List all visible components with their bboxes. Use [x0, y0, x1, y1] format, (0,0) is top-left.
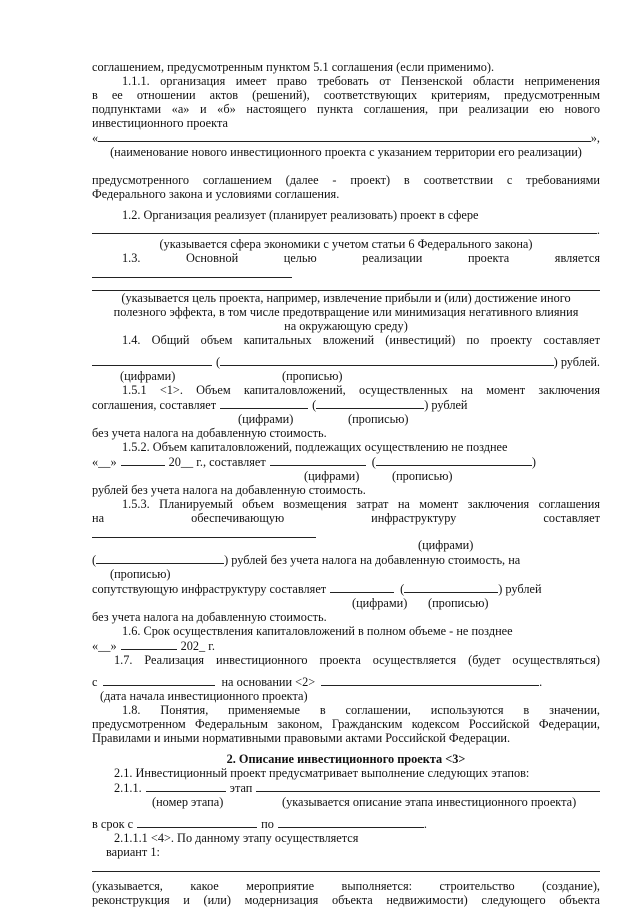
field-caption-row: (цифрами) — [418, 538, 474, 552]
document-page — [92, 60, 600, 907]
blank-line — [92, 859, 600, 872]
text-line: на обеспечивающую инфраструктуру составляет — [92, 511, 600, 525]
project-name-field: « », — [92, 131, 600, 145]
related-infrastructure-field: сопутствующую инфраструктуру составляет ( ) рублей — [92, 582, 542, 596]
section-1-2: 1.2. Организация реализует (планирует реализовать) проект в сфере — [122, 208, 479, 222]
blank-line — [376, 454, 532, 466]
total-investment-field: ( ) рублей. — [92, 354, 600, 369]
text-line: без учета налога на добавленную стоимость. — [92, 610, 327, 624]
blank-line — [146, 780, 226, 792]
section-1-6: 1.6. Срок осуществления капиталовложений в полном объеме - не позднее — [122, 624, 513, 638]
text-line: без учета налога на добавленную стоимость. — [92, 426, 327, 440]
field-caption: полезного эффекта, в том числе предотвращение или минимизация негативного влияния — [113, 305, 579, 319]
section-1-3: 1.3. Основной целью реализации проекта является — [122, 251, 600, 265]
text-line: предусмотренном Федеральным законом, Гражданским кодексом Российской Федерации, — [92, 717, 600, 731]
section-heading: 2. Описание инвестиционного проекта <3> — [226, 752, 466, 766]
sphere-field: . — [92, 222, 600, 237]
blank-line — [220, 397, 308, 409]
field-caption: (указывается, какое мероприятие выполняется: строительство (создание), — [92, 879, 600, 893]
field-caption: (наименование нового инвестиционного проекта с указанием территории его реализации) — [110, 145, 582, 159]
text-line: Правилами и иными нормативными правовыми актами Российской Федерации. — [92, 731, 511, 745]
blank-line — [92, 265, 292, 278]
project-start-field: с на основании <2> . — [92, 675, 543, 689]
text-line: в ее отношении актов (решений), соответствующих критериям, предусмотренным — [92, 88, 600, 102]
blank-line — [121, 638, 177, 650]
section-1-4: 1.4. Общий объем капитальных вложений (инвестиций) по проекту составляет — [122, 333, 600, 347]
field-caption-row: (цифрами) (прописью) — [120, 369, 343, 383]
section-2-1: 2.1. Инвестиционный проект предусматривает выполнение следующих этапов: — [114, 766, 530, 780]
blank-line — [92, 222, 597, 234]
text-line: соглашением, предусмотренным пунктом 5.1 соглашения (если применимо). — [92, 60, 495, 74]
text-line: подпунктами «а» и «б» настоящего пункта соглашения, при реализации ею нового — [92, 102, 600, 116]
field-caption-row: (номер этапа) (указывается описание этапа инвестиционного проекта) — [152, 795, 577, 809]
field-caption-row: (цифрами) (прописью) — [352, 596, 489, 610]
blank-line — [256, 780, 600, 792]
blank-line — [92, 354, 212, 366]
section-1-5-3: 1.5.3. Планируемый объем возмещения затрат на момент заключения соглашения — [122, 497, 600, 511]
section-1-5-2: 1.5.2. Объем капиталовложений, подлежащих осуществлению не позднее — [122, 440, 508, 454]
text-line: инвестиционного проекта — [92, 116, 228, 130]
field-caption: (дата начала инвестиционного проекта) — [100, 689, 308, 703]
deadline-field: «__» 202_ г. — [92, 639, 215, 653]
blank-line — [404, 581, 498, 593]
investment-made-field: соглашения, составляет ( ) рублей — [92, 398, 468, 412]
section-1-5-1: 1.5.1 <1>. Объем капиталовложений, осуществленных на момент заключения — [122, 383, 600, 397]
text-line: предусмотренного соглашением (далее - проект) в соответствии с требованиями — [92, 173, 600, 187]
section-1-8: 1.8. Понятия, применяемые в соглашении, используются в значении, — [122, 703, 600, 717]
field-caption-row: (прописью) — [110, 567, 171, 581]
option-label: вариант 1: — [106, 845, 160, 859]
blank-line — [92, 525, 316, 538]
field-caption: (указывается цель проекта, например, извлечение прибыли и (или) достижение иного — [121, 291, 571, 305]
field-caption: (указывается сфера экономики с учетом статьи 6 Федерального закона) — [159, 237, 533, 251]
text-line: рублей без учета налога на добавленную стоимость. — [92, 483, 366, 497]
blank-line — [321, 674, 539, 686]
blank-line — [96, 552, 224, 564]
blank-line — [270, 454, 366, 466]
blank-line — [330, 581, 394, 593]
text-line: Федерального закона и условиями соглашения. — [92, 187, 340, 201]
field-caption-row: (цифрами) (прописью) — [238, 412, 409, 426]
text-line: 1.1.1. организация имеет право требовать от Пензенской области неприменения — [122, 74, 600, 88]
section-2-1-1-1: 2.1.1.1 <4>. По данному этапу осуществляется — [114, 831, 359, 845]
blank-line — [121, 454, 165, 466]
blank-line — [92, 278, 600, 291]
investment-planned-field: «__» 20__ г., составляет ( ) — [92, 455, 536, 469]
blank-line — [103, 674, 215, 686]
text-line: реконструкция и (или) модернизация объекта недвижимости) следующего объекта — [92, 893, 600, 907]
blank-line — [278, 816, 424, 828]
infrastructure-cost-field: ( ) рублей без учета налога на добавленную стоимость, на — [92, 553, 521, 567]
stage-period-field: в срок с по . — [92, 817, 427, 831]
blank-line — [137, 816, 257, 828]
blank-line — [220, 354, 554, 366]
field-caption-row: (цифрами) (прописью) — [304, 469, 453, 483]
stage-field: 2.1.1. этап — [92, 780, 600, 795]
blank-line — [98, 130, 591, 142]
blank-line — [316, 397, 424, 409]
field-caption: на окружающую среду) — [284, 319, 408, 333]
section-1-7: 1.7. Реализация инвестиционного проекта осуществляется (будет осуществляться) — [114, 653, 600, 667]
